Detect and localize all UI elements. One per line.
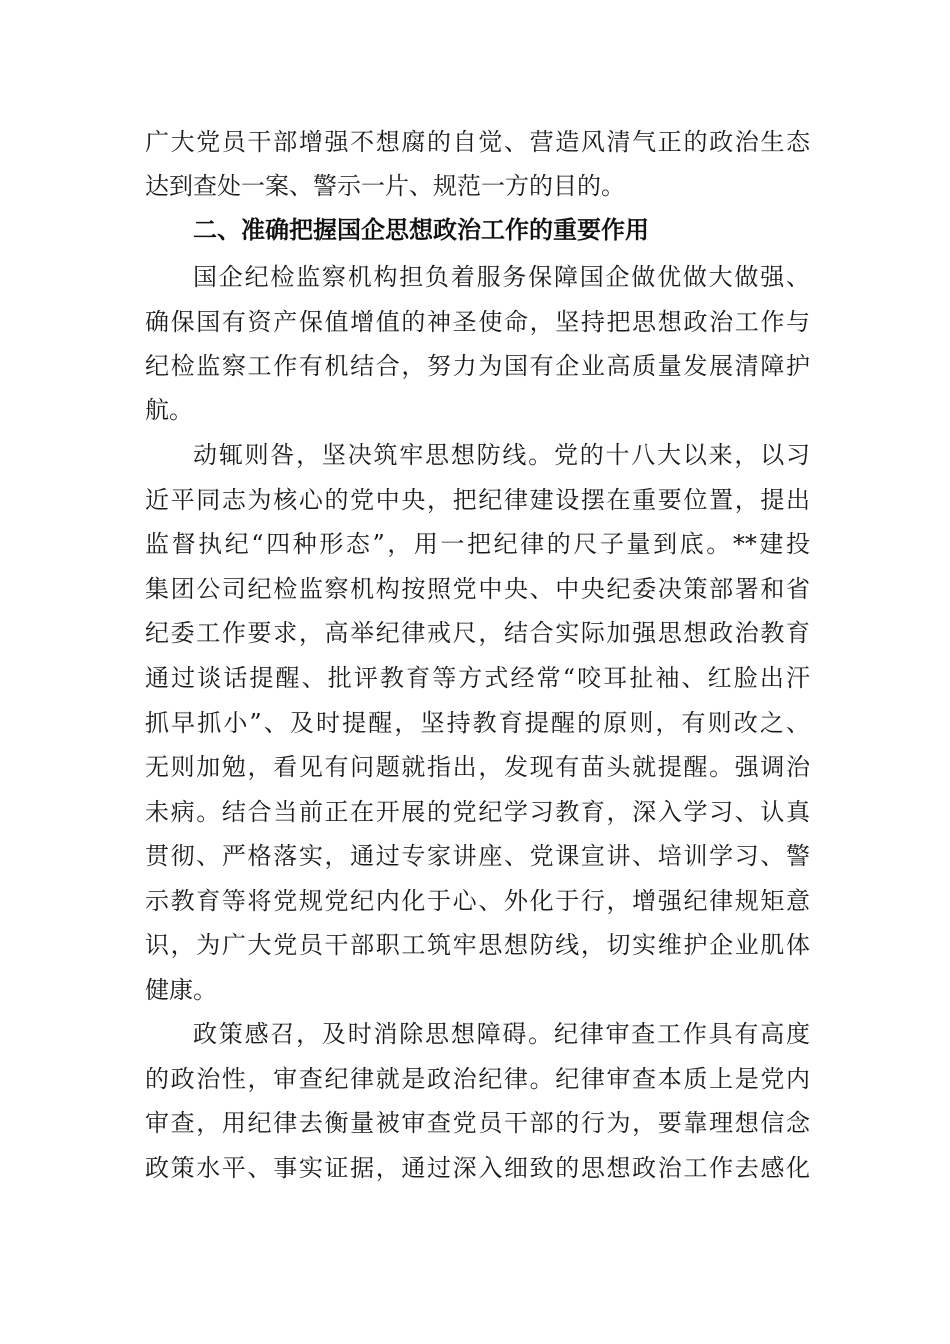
body-text-line: 审查，用纪律去衡量被审查党员干部的行为，要靠理想信念	[145, 1109, 810, 1137]
body-text-line: 动辄则咎，坚决筑牢思想防线。党的十八大以来，以习	[193, 441, 810, 469]
body-text-line: 监督执纪“四种形态”，用一把纪律的尺子量到底。**建投	[145, 530, 810, 558]
body-text-line: 识，为广大党员干部职工筑牢思想防线，切实维护企业肌体	[145, 931, 810, 959]
body-text-line: 近平同志为核心的党中央，把纪律建设摆在重要位置，提出	[145, 486, 810, 514]
body-text-line: 通过谈话提醒、批评教育等方式经常“咬耳扯袖、红脸出汗	[145, 664, 810, 692]
body-text-line: 政策水平、事实证据，通过深入细致的思想政治工作去感化	[145, 1154, 810, 1182]
body-text-line: 纪委工作要求，高举纪律戒尺，结合实际加强思想政治教育	[145, 619, 810, 647]
section-heading: 二、准确把握国企思想政治工作的重要作用	[193, 216, 649, 244]
body-text-line: 政策感召，及时消除思想障碍。纪律审查工作具有高度	[193, 1020, 810, 1048]
body-text-line: 未病。结合当前正在开展的党纪学习教育，深入学习、认真	[145, 798, 810, 826]
body-text-line: 集团公司纪检监察机构按照党中央、中央纪委决策部署和省	[145, 575, 810, 603]
body-text-line: 的政治性，审查纪律就是政治纪律。纪律审查本质上是党内	[145, 1065, 810, 1093]
body-text-line: 国企纪检监察机构担负着服务保障国企做优做大做强、	[193, 263, 810, 291]
body-text-line: 健康。	[145, 976, 217, 1004]
body-text-line: 贯彻、严格落实，通过专家讲座、党课宣讲、培训学习、警	[145, 842, 810, 870]
body-text-line: 确保国有资产保值增值的神圣使命，坚持把思想政治工作与	[145, 308, 810, 336]
body-text-line: 抓早抓小”、及时提醒，坚持教育提醒的原则，有则改之、	[145, 709, 810, 737]
body-text-line: 广大党员干部增强不想腐的自觉、营造风清气正的政治生态	[145, 128, 810, 156]
body-text-line: 达到查处一案、警示一片、规范一方的目的。	[145, 172, 625, 200]
body-text-line: 航。	[145, 396, 193, 424]
body-text-line: 纪检监察工作有机结合，努力为国有企业高质量发展清障护	[145, 352, 810, 380]
body-text-line: 示教育等将党规党纪内化于心、外化于行，增强纪律规矩意	[145, 887, 810, 915]
body-text-line: 无则加勉，看见有问题就指出，发现有苗头就提醒。强调治	[145, 753, 810, 781]
